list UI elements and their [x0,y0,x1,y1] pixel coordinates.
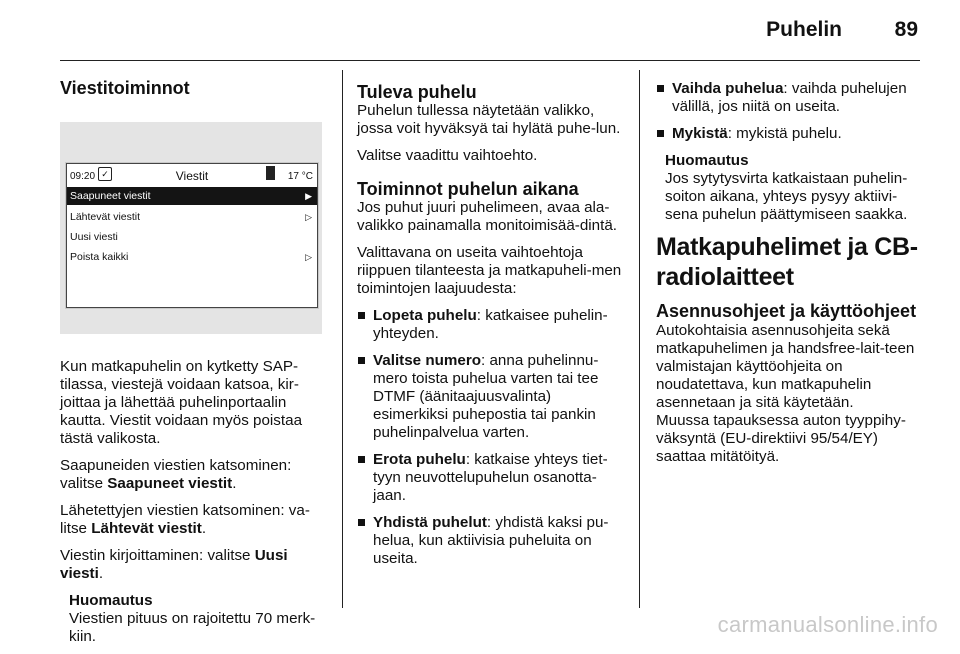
column-2 [357,82,623,577]
list-item: Yhdistä puhelut: yhdistä kaksi pu-helua, kun aktiivisia puheluita on useita. [357,514,623,568]
section-heading: Viestitoiminnot [60,78,190,98]
paragraph: Autokohtaisia asennusohjeita sekä matkapuhelimen ja handsfree-lait-teen valmistajan käyttöohjeita on noudatettava, kun matkapuhelin asennetaan ja sitä käytetään. [656,322,915,411]
chevron-right-icon: ▷ [305,212,312,222]
phone-icon [266,166,275,180]
display-screenshot [60,122,322,334]
bullet-icon [657,130,664,137]
paragraph: Muussa tapauksessa auton tyyppihy-väksyntä (EU-direktiivi 95/54/EY) saattaa mitätöityä. [656,412,906,465]
paragraph: Valitse vaadittu vaihtoehto. [357,147,538,164]
note-title: Huomautus [665,152,749,169]
bullet-icon [358,312,365,319]
menu-item-label: Poista kaikki [70,251,129,263]
menu-item-delete-all[interactable] [67,248,317,266]
page-header-title: Puhelin [766,18,842,41]
chevron-right-icon: ▶ [305,191,312,201]
menu-item-label: Saapuneet viestit [70,190,151,202]
note-text: Jos sytytysvirta katkaistaan puhelin-soiton aikana, yhteys pysyy aktiivi-sena puhelun päättymiseen saakka. [665,170,908,223]
menu-item-new-message[interactable] [67,228,317,246]
list-item: Lopeta puhelu: katkaisee puhelin-yhteyden. [357,307,623,343]
display-status-bar [67,164,317,184]
paragraph: Lähetettyjen viestien katsominen: va-litse Lähtevät viestit. [60,502,310,537]
column-divider [342,70,343,608]
menu-item-label: Uusi viesti [70,231,118,243]
chevron-right-icon: ▷ [305,252,312,262]
bullet-icon [657,85,664,92]
menu-item-outbox[interactable] [67,208,317,226]
display-panel [66,163,318,308]
display-time: 09:20 [70,171,96,182]
section-heading: Tuleva puhelu [357,82,477,102]
bullet-icon [358,519,365,526]
check-icon: ✓ [98,167,112,181]
section-heading: Asennusohjeet ja käyttöohjeet [656,301,917,321]
section-heading: Toiminnot puhelun aikana [357,179,579,199]
header-rule [60,60,920,61]
column-divider [639,70,640,608]
paragraph: Viestin kirjoittaminen: valitse Uusi viesti. [60,547,288,582]
paragraph: Kun matkapuhelin on kytketty SAP-tilassa, viestejä voidaan katsoa, kir-joittaa ja lähettää puhelinportaalin kautta. Viestit voidaan myös poistaa tästä valikosta. [60,358,303,447]
display-temperature: 17 °C [287,171,313,182]
chapter-heading: Matkapuhelimet ja CB-radiolaitteet [656,233,918,291]
paragraph: Valittavana on useita vaihtoehtoja riippuen tilanteesta ja matkapuheli-men toimintojen laajuudesta: [357,244,622,297]
menu-item-label: Lähtevät viestit [70,211,141,223]
note-text: Viestien pituus on rajoitettu 70 merk-kiin. [69,610,316,645]
list-item: Valitse numero: anna puhelinnu-mero toista puhelua varten tai tee DTMF (äänitaajuusvalinta) esimerkiksi puhepostia tai pankin puhelinpalvelua varten. [357,352,623,442]
paragraph: Jos puhut juuri puhelimeen, avaa ala-valikko painamalla monitoimisää-dintä. [357,199,617,234]
list-item: Erota puhelu: katkaise yhteys tiet-tyyn neuvottelupuhelun osanotta-jaan. [357,451,623,505]
column-1 [60,78,326,654]
list-item: Vaihda puhelua: vaihda puhelujen välillä, jos niitä on useita. [656,80,924,116]
bullet-icon [358,456,365,463]
menu-item-inbox[interactable] [67,187,317,205]
display-title: Viestit [175,169,209,183]
bullet-icon [358,357,365,364]
watermark: carmanualsonline.info [717,612,938,637]
note [665,152,924,224]
paragraph: Puhelun tullessa näytetään valikko, jossa voit hyväksyä tai hylätä puhe-lun. [357,102,621,137]
page-number: 89 [894,18,918,41]
list-item: Mykistä: mykistä puhelu. [656,125,924,143]
note-title: Huomautus [69,592,153,609]
column-3 [656,80,924,475]
paragraph: Saapuneiden viestien katsominen: valitse Saapuneet viestit. [60,457,292,492]
note [69,592,326,646]
